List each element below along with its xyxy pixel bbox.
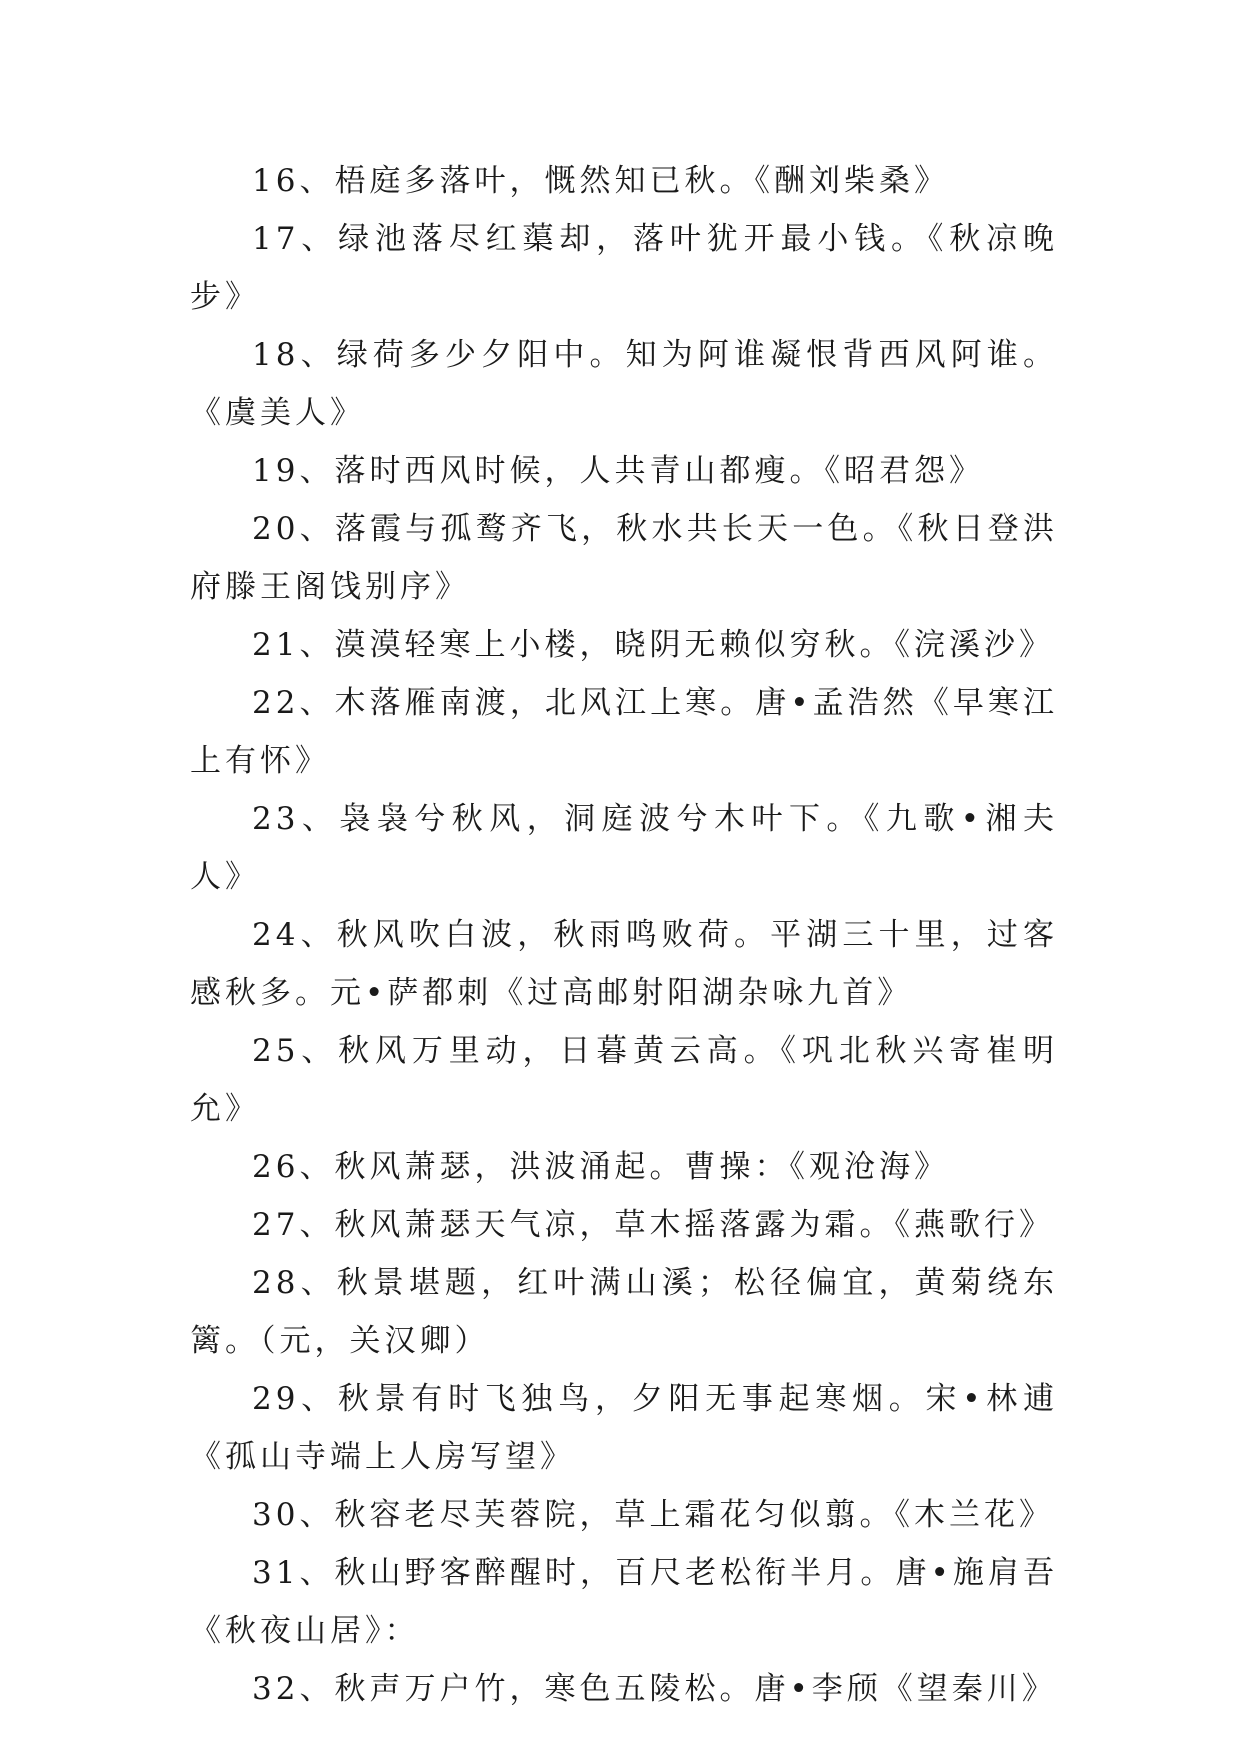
list-item: 21、漠漠轻寒上小楼，晓阴无赖似穷秋。《浣溪沙》: [252, 627, 1054, 663]
list-item: 18、绿荷多少夕阳中。知为阿谁凝恨背西风阿谁。《虞美人》: [190, 337, 1058, 431]
list-item: 27、秋风萧瑟天气凉，草木摇落露为霜。《燕歌行》: [252, 1207, 1054, 1243]
list-item: 20、落霞与孤鹜齐飞，秋水共长天一色。《秋日登洪府滕王阁饯别序》: [190, 511, 1058, 605]
list-item: 22、木落雁南渡，北风江上寒。唐•孟浩然《早寒江上有怀》: [190, 685, 1058, 779]
list-item: 32、秋声万户竹，寒色五陵松。唐•李颀《望秦川》: [252, 1671, 1057, 1707]
list-item: 31、秋山野客醉醒时，百尺老松衔半月。唐•施肩吾《秋夜山居》：: [190, 1555, 1058, 1649]
poem-list: [190, 152, 1058, 1718]
list-item: 23、袅袅兮秋风，洞庭波兮木叶下。《九歌•湘夫人》: [190, 801, 1058, 895]
list-item: 19、落时西风时候，人共青山都瘦。《昭君怨》: [252, 453, 984, 489]
list-item: 16、梧庭多落叶，慨然知已秋。《酬刘柴桑》: [252, 163, 949, 199]
list-item: 24、秋风吹白波，秋雨鸣败荷。平湖三十里，过客感秋多。元•萨都刺《过高邮射阳湖杂咏九首》: [190, 917, 1058, 1011]
list-item: 29、秋景有时飞独鸟，夕阳无事起寒烟。宋•林逋《孤山寺端上人房写望》: [190, 1381, 1058, 1475]
list-item: 30、秋容老尽芙蓉院，草上霜花匀似翦。《木兰花》: [252, 1497, 1054, 1533]
list-item: 17、绿池落尽红蕖却，落叶犹开最小钱。《秋凉晚步》: [190, 221, 1058, 315]
list-item: 26、秋风萧瑟，洪波涌起。曹操：《观沧海》: [252, 1149, 949, 1185]
list-item: 28、秋景堪题，红叶满山溪；松径偏宜，黄菊绕东篱。（元，关汉卿）: [190, 1265, 1058, 1359]
list-item: 25、秋风万里动，日暮黄云高。《巩北秋兴寄崔明允》: [190, 1033, 1058, 1127]
